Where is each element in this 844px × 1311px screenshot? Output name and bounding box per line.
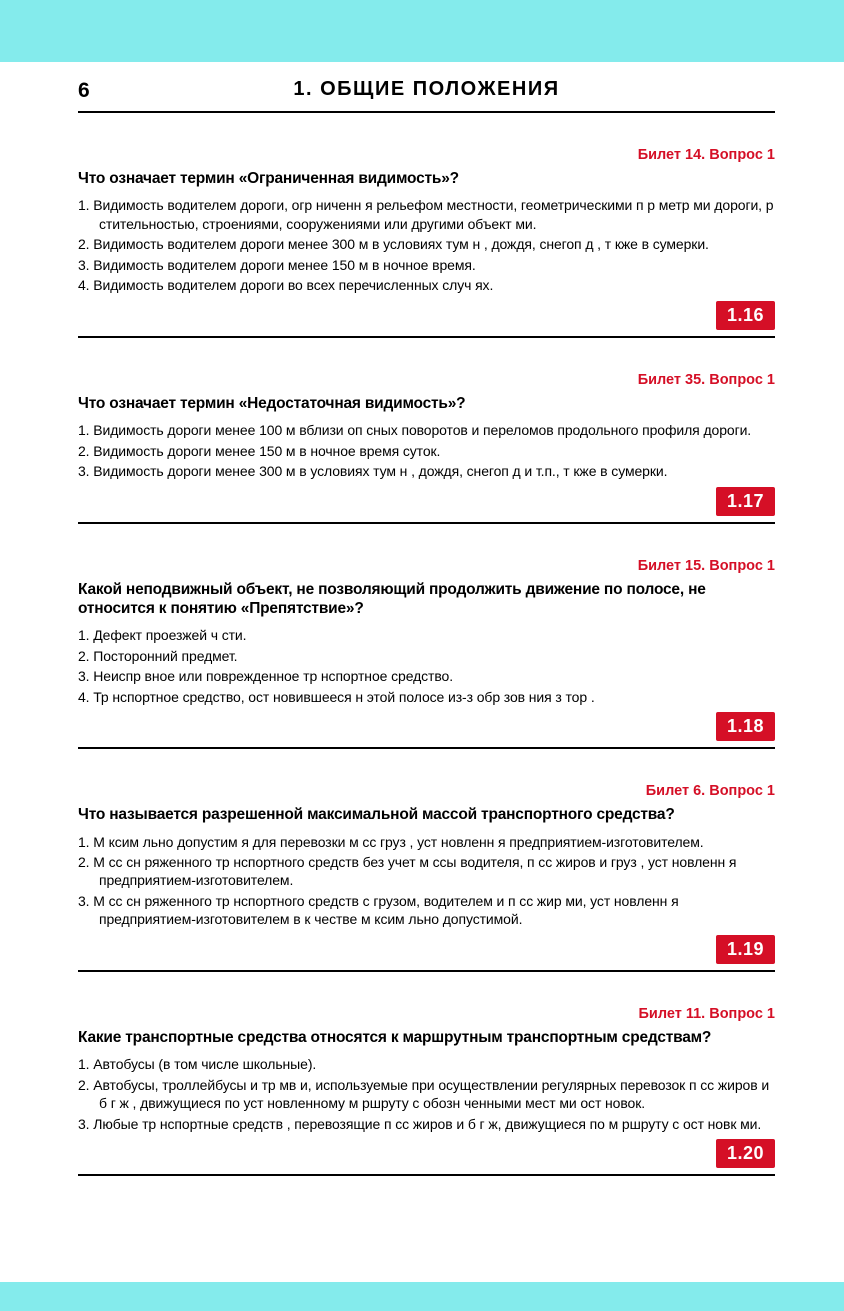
question-title: Что называется разрешенной максимальной массой транспортного средства?: [78, 806, 675, 824]
question-title: Какие транспортные средства относятся к маршрутным транспортным средствам?: [78, 1028, 712, 1046]
badge-row: [78, 935, 775, 964]
answer-code-badge: 1.19: [716, 935, 775, 964]
answer-option: 1. Видимость водителем дороги, огр ниченн я рельефом местности, геометрическими п р метр ми дороги, р стительностью, строениями, сооружениями или другими объект ми.: [78, 197, 774, 232]
answer-option: 3. Видимость дороги менее 300 м в условиях тум н , дождя, снегоп д и т.п., т кже в сумерки.: [78, 463, 668, 480]
page-number: 6: [78, 79, 90, 102]
answer-option: 3. Неиспр вное или поврежденное тр нспортное средство.: [78, 668, 454, 685]
question-block: [78, 1006, 775, 1176]
section-divider: [78, 522, 775, 524]
ticket-label: Билет 6. Вопрос 1: [645, 783, 775, 800]
badge-row: [78, 301, 775, 330]
answer-option: 3. М сс сн ряженного тр нспортного средств с грузом, водителем и п сс жир ми, уст новленн я предприятием-изготовителем в к честве м ксим льно допустимой.: [78, 892, 679, 928]
answer-option: 2. Видимость дороги менее 150 м в ночное время суток.: [78, 442, 441, 459]
answer-option: 2. Посторонний предмет.: [78, 647, 238, 664]
answer-option: 3. Видимость водителем дороги менее 150 м в ночное время.: [78, 256, 476, 273]
page-header: [78, 78, 775, 104]
question-block: [78, 372, 775, 524]
top-color-bar: [0, 0, 844, 62]
ticket-label: Билет 14. Вопрос 1: [637, 147, 775, 163]
badge-row: [78, 487, 775, 516]
question-block: [78, 558, 775, 750]
chapter-title: 1. ОБЩИЕ ПОЛОЖЕНИЯ: [293, 78, 560, 100]
question-block: [78, 783, 775, 972]
section-divider: [78, 970, 775, 972]
answer-code-badge: 1.17: [716, 487, 775, 516]
answer-option: 1. Дефект проезжей ч сти.: [78, 627, 247, 644]
ticket-label: Билет 35. Вопрос 1: [637, 371, 775, 388]
answer-code-badge: 1.20: [716, 1139, 775, 1168]
answer-option: 1. М ксим льно допустим я для перевозки м сс груз , уст новленн я предприятием-изготовителем.: [78, 833, 704, 850]
question-title: Что означает термин «Ограниченная видимость»?: [78, 170, 459, 187]
question-title: Что означает термин «Недостаточная видимость»?: [78, 394, 466, 412]
answer-option: 2. М сс сн ряженного тр нспортного средств без учет м ссы водителя, п сс жиров и груз , уст новленн я предприятием-изготовителем.: [78, 853, 737, 889]
page-content: [0, 78, 844, 1176]
ticket-label: Билет 11. Вопрос 1: [638, 1005, 775, 1022]
answer-code-badge: 1.18: [716, 712, 775, 741]
answer-option: 3. Любые тр нспортные средств , перевозящие п сс жиров и б г ж, движущиеся по м ршруту с ост новк ми.: [78, 1115, 762, 1132]
answer-code-badge: 1.16: [716, 301, 775, 330]
section-divider: [78, 747, 775, 749]
badge-row: [78, 1139, 775, 1168]
answer-option: 4. Тр нспортное средство, ост новившееся н этой полосе из-з обр зов ния з тор .: [78, 688, 595, 705]
answer-option: 1. Автобусы (в том числе школьные).: [78, 1056, 317, 1073]
answer-option: 1. Видимость дороги менее 100 м вблизи оп сных поворотов и переломов продольного профиля дороги.: [78, 422, 752, 439]
bottom-color-bar: [0, 1282, 844, 1311]
section-divider: [78, 336, 775, 338]
ticket-label: Билет 15. Вопрос 1: [637, 557, 775, 574]
badge-row: [78, 712, 775, 741]
answer-option: 2. Видимость водителем дороги менее 300 м в условиях тум н , дождя, снегоп д , т кже в сумерки.: [78, 236, 709, 253]
header-divider: [78, 111, 775, 113]
question-title: Какой неподвижный объект, не позволяющий продолжить движение по полосе, не относится к понятию «Препятствие»?: [78, 580, 706, 617]
question-block: [78, 147, 775, 338]
section-divider: [78, 1174, 775, 1176]
answer-option: 2. Автобусы, троллейбусы и тр мв и, используемые при осуществлении регулярных перевозок п сс жиров и б г ж , движущиеся по уст новленному м ршруту с обозн ченными мест ми ост новок.: [78, 1076, 770, 1112]
answer-option: 4. Видимость водителем дороги во всех перечисленных случ ях.: [78, 277, 494, 294]
